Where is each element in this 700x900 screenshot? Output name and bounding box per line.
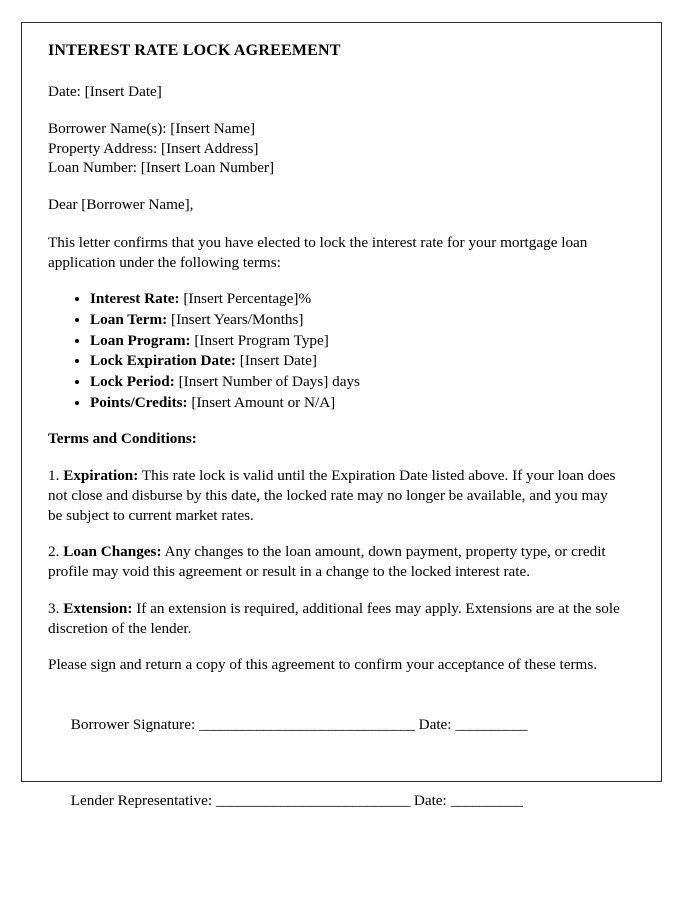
term-label: Loan Program:: [90, 331, 191, 349]
condition-item-2: [48, 542, 622, 582]
condition-item-3: [48, 599, 622, 639]
condition-number: 3.: [48, 599, 64, 617]
lender-date-label: Date:: [410, 792, 451, 810]
document-content: [48, 41, 622, 848]
parties-block: [48, 119, 622, 178]
salutation: Dear [Borrower Name],: [48, 196, 194, 214]
borrower-date-line[interactable]: __________: [455, 715, 528, 733]
borrower-signature-line[interactable]: ______________________________: [199, 715, 415, 733]
list-item: [90, 331, 622, 352]
term-value: [Insert Date]: [235, 352, 317, 370]
page-title: INTEREST RATE LOCK AGREEMENT: [48, 42, 341, 59]
borrower-name-line: Borrower Name(s): [Insert Name]: [48, 119, 256, 137]
list-item: [90, 372, 622, 393]
borrower-signature-row: [48, 695, 622, 754]
term-value: [Insert Percentage]%: [179, 290, 312, 308]
condition-number: 1.: [48, 467, 64, 485]
condition-label: Loan Changes:: [63, 543, 162, 561]
list-item: [90, 289, 622, 310]
term-value: [Insert Years/Months]: [167, 311, 304, 329]
term-label: Lock Expiration Date:: [90, 352, 236, 370]
section-heading-terms-conditions: Terms and Conditions:: [48, 430, 197, 448]
condition-text: This rate lock is valid until the Expiration Date listed above. If your loan does not close and disburse by this date, the locked rate may no longer be available, and you may be subject to current market rates.: [48, 467, 616, 524]
document-page: [21, 22, 662, 810]
intro-paragraph: This letter confirms that you have elected to lock the interest rate for your mortgage loan application under the following terms:: [48, 233, 588, 271]
lender-signature-row: [48, 771, 622, 830]
list-item: [90, 310, 622, 331]
list-item: [90, 393, 622, 414]
term-value: [Insert Amount or N/A]: [187, 393, 336, 411]
term-label: Lock Period:: [90, 373, 175, 391]
loan-number-line: Loan Number: [Insert Loan Number]: [48, 159, 275, 177]
term-value: [Insert Program Type]: [190, 331, 329, 349]
term-value: [Insert Number of Days] days: [174, 373, 360, 391]
date-line: Date: [Insert Date]: [48, 83, 162, 101]
list-item: [90, 351, 622, 372]
property-address-line: Property Address: [Insert Address]: [48, 139, 259, 157]
lender-signature-label: Lender Representative:: [70, 792, 216, 810]
term-label: Interest Rate:: [90, 290, 180, 308]
condition-label: Expiration:: [63, 467, 139, 485]
terms-list: [48, 289, 622, 413]
condition-number: 2.: [48, 543, 64, 561]
lender-date-line[interactable]: __________: [450, 792, 523, 810]
lender-signature-line[interactable]: ___________________________: [215, 792, 411, 810]
closing-paragraph: Please sign and return a copy of this agreement to confirm your acceptance of these terms.: [48, 656, 598, 674]
term-label: Points/Credits:: [90, 393, 188, 411]
condition-text: If an extension is required, additional fees may apply. Extensions are at the sole discretion of the lender.: [48, 599, 620, 637]
condition-item-1: [48, 466, 622, 525]
borrower-date-label: Date:: [414, 715, 456, 733]
condition-text: Any changes to the loan amount, down payment, property type, or credit profile may void this agreement or result in a change to the locked interest rate.: [48, 543, 606, 581]
term-label: Loan Term:: [90, 311, 168, 329]
borrower-signature-label: Borrower Signature:: [70, 715, 199, 733]
condition-label: Extension:: [63, 599, 133, 617]
